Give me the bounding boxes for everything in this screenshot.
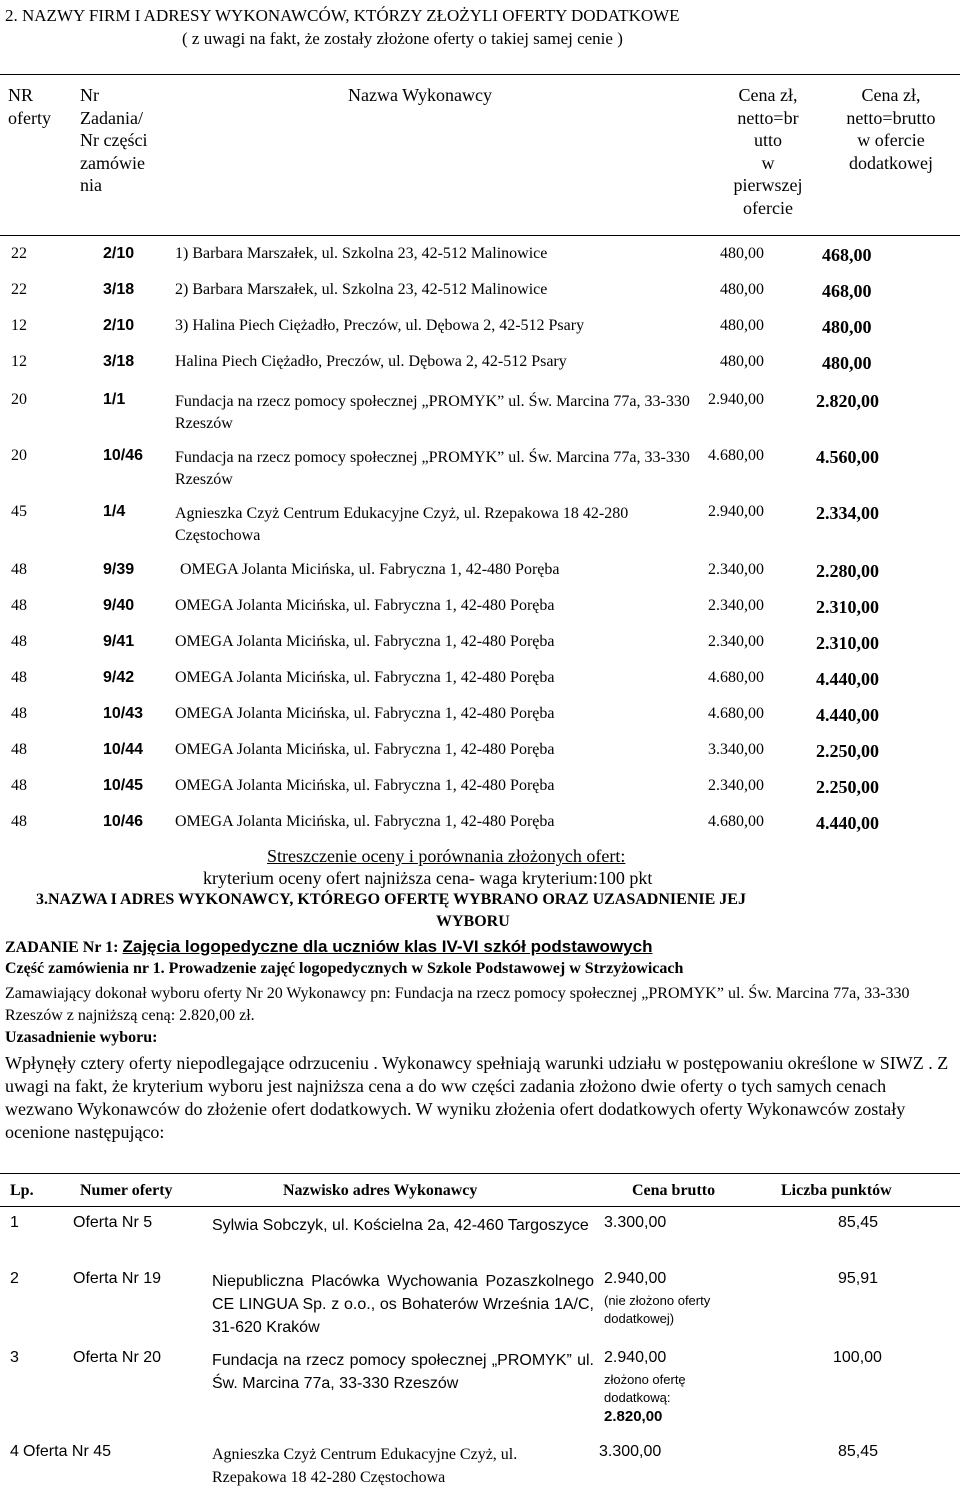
table-row: 48 9/39 OMEGA Jolanta Micińska, ul. Fabryczna 1, 42-480 Poręba 2.340,00 2.280,00 xyxy=(11,561,879,581)
table-row: 48 9/40 OMEGA Jolanta Micińska, ul. Fabryczna 1, 42-480 Poręba 2.340,00 2.310,00 xyxy=(11,597,879,617)
t2-note-price: 2.820,00 xyxy=(604,1408,663,1425)
summary-criterion: kryterium oceny ofert najniższa cena- waga kryterium:100 pkt xyxy=(203,868,653,888)
header-nr-zadania: Nr Zadania/ Nr części zamówie nia xyxy=(80,85,148,195)
table-row: 12 3/18 Halina Piech Ciężadło, Preczów, ul. Dębowa 2, 42-512 Psary 480,00 480,00 xyxy=(11,353,872,373)
t2-price: 3.300,00 xyxy=(599,1443,662,1460)
table-row: 22 2/10 1) Barbara Marszałek, ul. Szkolna 23, 42-512 Malinowice 480,00 468,00 xyxy=(11,245,872,265)
table2-top-border xyxy=(0,1173,960,1174)
t2-price: 2.940,00 xyxy=(604,1349,667,1366)
uzasadnienie-label: Uzasadnienie wyboru: xyxy=(5,1029,158,1046)
zadanie-title: Zajęcia logopedyczne dla uczniów klas IV-VI szkół podstawowych xyxy=(122,937,653,956)
t2-lp: 3 xyxy=(10,1349,19,1366)
zadanie-label: ZADANIE Nr 1: xyxy=(5,939,119,956)
section3-title-cont: WYBORU xyxy=(436,913,510,930)
czesc-zamowienia: Część zamówienia nr 1. Prowadzenie zajęć logopedycznych w Szkole Podstawowej w Strzyżowicach xyxy=(5,960,684,977)
section2-title: 2. NAZWY FIRM I ADRESY WYKONAWCÓW, KTÓRZY ZŁOŻYLI OFERTY DODATKOWE xyxy=(5,6,680,25)
table-row: 48 10/44 OMEGA Jolanta Micińska, ul. Fabryczna 1, 42-480 Poręba 3.340,00 2.250,00 xyxy=(11,741,879,761)
t2-header-nazwisko: Nazwisko adres Wykonawcy xyxy=(283,1182,478,1199)
t2-price: 3.300,00 xyxy=(604,1214,667,1231)
summary-title: Streszczenie oceny i porównania złożonych ofert: xyxy=(267,846,626,866)
table-row: 20 10/46 Fundacja na rzecz pomocy społecznej „PROMYK” ul. Św. Marcina 77a, 33-330 Rzeszów 4.680,00 4.560,00 xyxy=(11,447,879,488)
t2-oferta: Oferta Nr 5 xyxy=(73,1214,153,1231)
t2-name: Niepubliczna Placówka Wychowania Pozaszkolnego CE LINGUA Sp. z o.o., os Bohaterów Września 1A/C, 31-620 Kraków xyxy=(212,1273,594,1336)
t2-lp: 1 xyxy=(10,1214,19,1231)
t2-oferta: Oferta Nr 45 xyxy=(23,1443,112,1460)
table-row: 12 2/10 3) Halina Piech Ciężadło, Preczów, ul. Dębowa 2, 42-512 Psary 480,00 480,00 xyxy=(11,317,872,337)
t2-header-punkty: Liczba punktów xyxy=(781,1182,892,1199)
t2-note: złożono ofertę dodatkową: xyxy=(604,1372,686,1405)
table1-top-border xyxy=(0,74,960,75)
table-row: 45 1/4 Agnieszka Czyż Centrum Edukacyjne Czyż, ul. Rzepakowa 18 42-280 Częstochowa 2.940,00 2.334,00 xyxy=(11,503,879,544)
table-row: 48 9/42 OMEGA Jolanta Micińska, ul. Fabryczna 1, 42-480 Poręba 4.680,00 4.440,00 xyxy=(11,669,879,689)
t2-header-numer: Numer oferty xyxy=(80,1182,173,1199)
t2-name: Sylwia Sobczyk, ul. Kościelna 2a, 42-460 Targoszyce xyxy=(212,1217,589,1234)
table-row: 48 10/43 OMEGA Jolanta Micińska, ul. Fabryczna 1, 42-480 Poręba 4.680,00 4.440,00 xyxy=(11,705,879,725)
section3-title: 3.NAZWA I ADRES WYKONAWCY, KTÓREGO OFERTĘ WYBRANO ORAZ UZASADNIENIE JEJ xyxy=(36,891,746,908)
uzasadnienie-text: Wpłynęły cztery oferty niepodlegające odrzuceniu . Wykonawcy spełniają warunki udziału w postępowaniu określone w SIWZ . Z uwagi na fakt, że kryterium wyboru jest najniższa cena a do ww części zadania złożono dwie oferty o tych samych cenach wezwano Wykonawców do złożenie ofert dodatkowych. W wyniku złożenia ofert dodatkowych oferty Wykonawców zostały ocenione następująco: xyxy=(5,1053,949,1142)
t2-name: Fundacja na rzecz pomocy społecznej „PROMYK” ul. Św. Marcina 77a, 33-330 Rzeszów xyxy=(212,1352,594,1392)
header-nr-oferty: NR oferty xyxy=(8,85,51,128)
t2-oferta: Oferta Nr 19 xyxy=(73,1270,162,1287)
t2-header-cena: Cena brutto xyxy=(632,1182,716,1199)
t2-points: 100,00 xyxy=(833,1349,882,1366)
t2-note: (nie złożono oferty dodatkowej) xyxy=(604,1293,711,1326)
t2-price: 2.940,00 xyxy=(604,1270,667,1287)
t2-points: 85,45 xyxy=(838,1214,879,1231)
header-nazwa: Nazwa Wykonawcy xyxy=(348,85,493,105)
table-row: 48 10/46 OMEGA Jolanta Micińska, ul. Fabryczna 1, 42-480 Poręba 4.680,00 4.440,00 xyxy=(11,813,879,833)
table-row: 48 9/41 OMEGA Jolanta Micińska, ul. Fabryczna 1, 42-480 Poręba 2.340,00 2.310,00 xyxy=(11,633,879,653)
table-row: 20 1/1 Fundacja na rzecz pomocy społecznej „PROMYK” ul. Św. Marcina 77a, 33-330 Rzeszów 2.940,00 2.820,00 xyxy=(11,391,879,432)
t2-lp: 2 xyxy=(10,1270,19,1287)
t2-header-lp: Lp. xyxy=(10,1182,34,1199)
table2-header-bottom-border xyxy=(0,1206,960,1207)
zadanie-heading xyxy=(5,937,652,957)
table-row: 48 10/45 OMEGA Jolanta Micińska, ul. Fabryczna 1, 42-480 Poręba 2.340,00 2.250,00 xyxy=(11,777,879,797)
table1-header-bottom-border xyxy=(0,235,960,236)
header-cena-pierwsza: Cena zł, netto=br utto w pierwszej ofercie xyxy=(733,85,803,218)
t2-name: Agnieszka Czyż Centrum Edukacyjne Czyż, ul. Rzepakowa 18 42-280 Częstochowa xyxy=(212,1446,518,1486)
t2-points: 85,45 xyxy=(838,1443,879,1460)
zamawiajacy-text: Zamawiający dokonał wyboru oferty Nr 20 Wykonawcy pn: Fundacja na rzecz pomocy społecznej „PROMYK” ul. Św. Marcina 77a, 33-330 Rzeszów z najniższą ceną: 2.820,00 zł. xyxy=(5,985,910,1024)
section2-subtitle: ( z uwagi na fakt, że zostały złożone oferty o takiej samej cenie ) xyxy=(182,29,623,48)
t2-oferta: Oferta Nr 20 xyxy=(73,1349,162,1366)
t2-points: 95,91 xyxy=(838,1270,879,1287)
header-cena-dodatkowa: Cena zł, netto=brutto w ofercie dodatkowej xyxy=(846,85,936,173)
t2-lp: 4 xyxy=(10,1443,19,1460)
table-row: 22 3/18 2) Barbara Marszałek, ul. Szkolna 23, 42-512 Malinowice 480,00 468,00 xyxy=(11,281,872,301)
